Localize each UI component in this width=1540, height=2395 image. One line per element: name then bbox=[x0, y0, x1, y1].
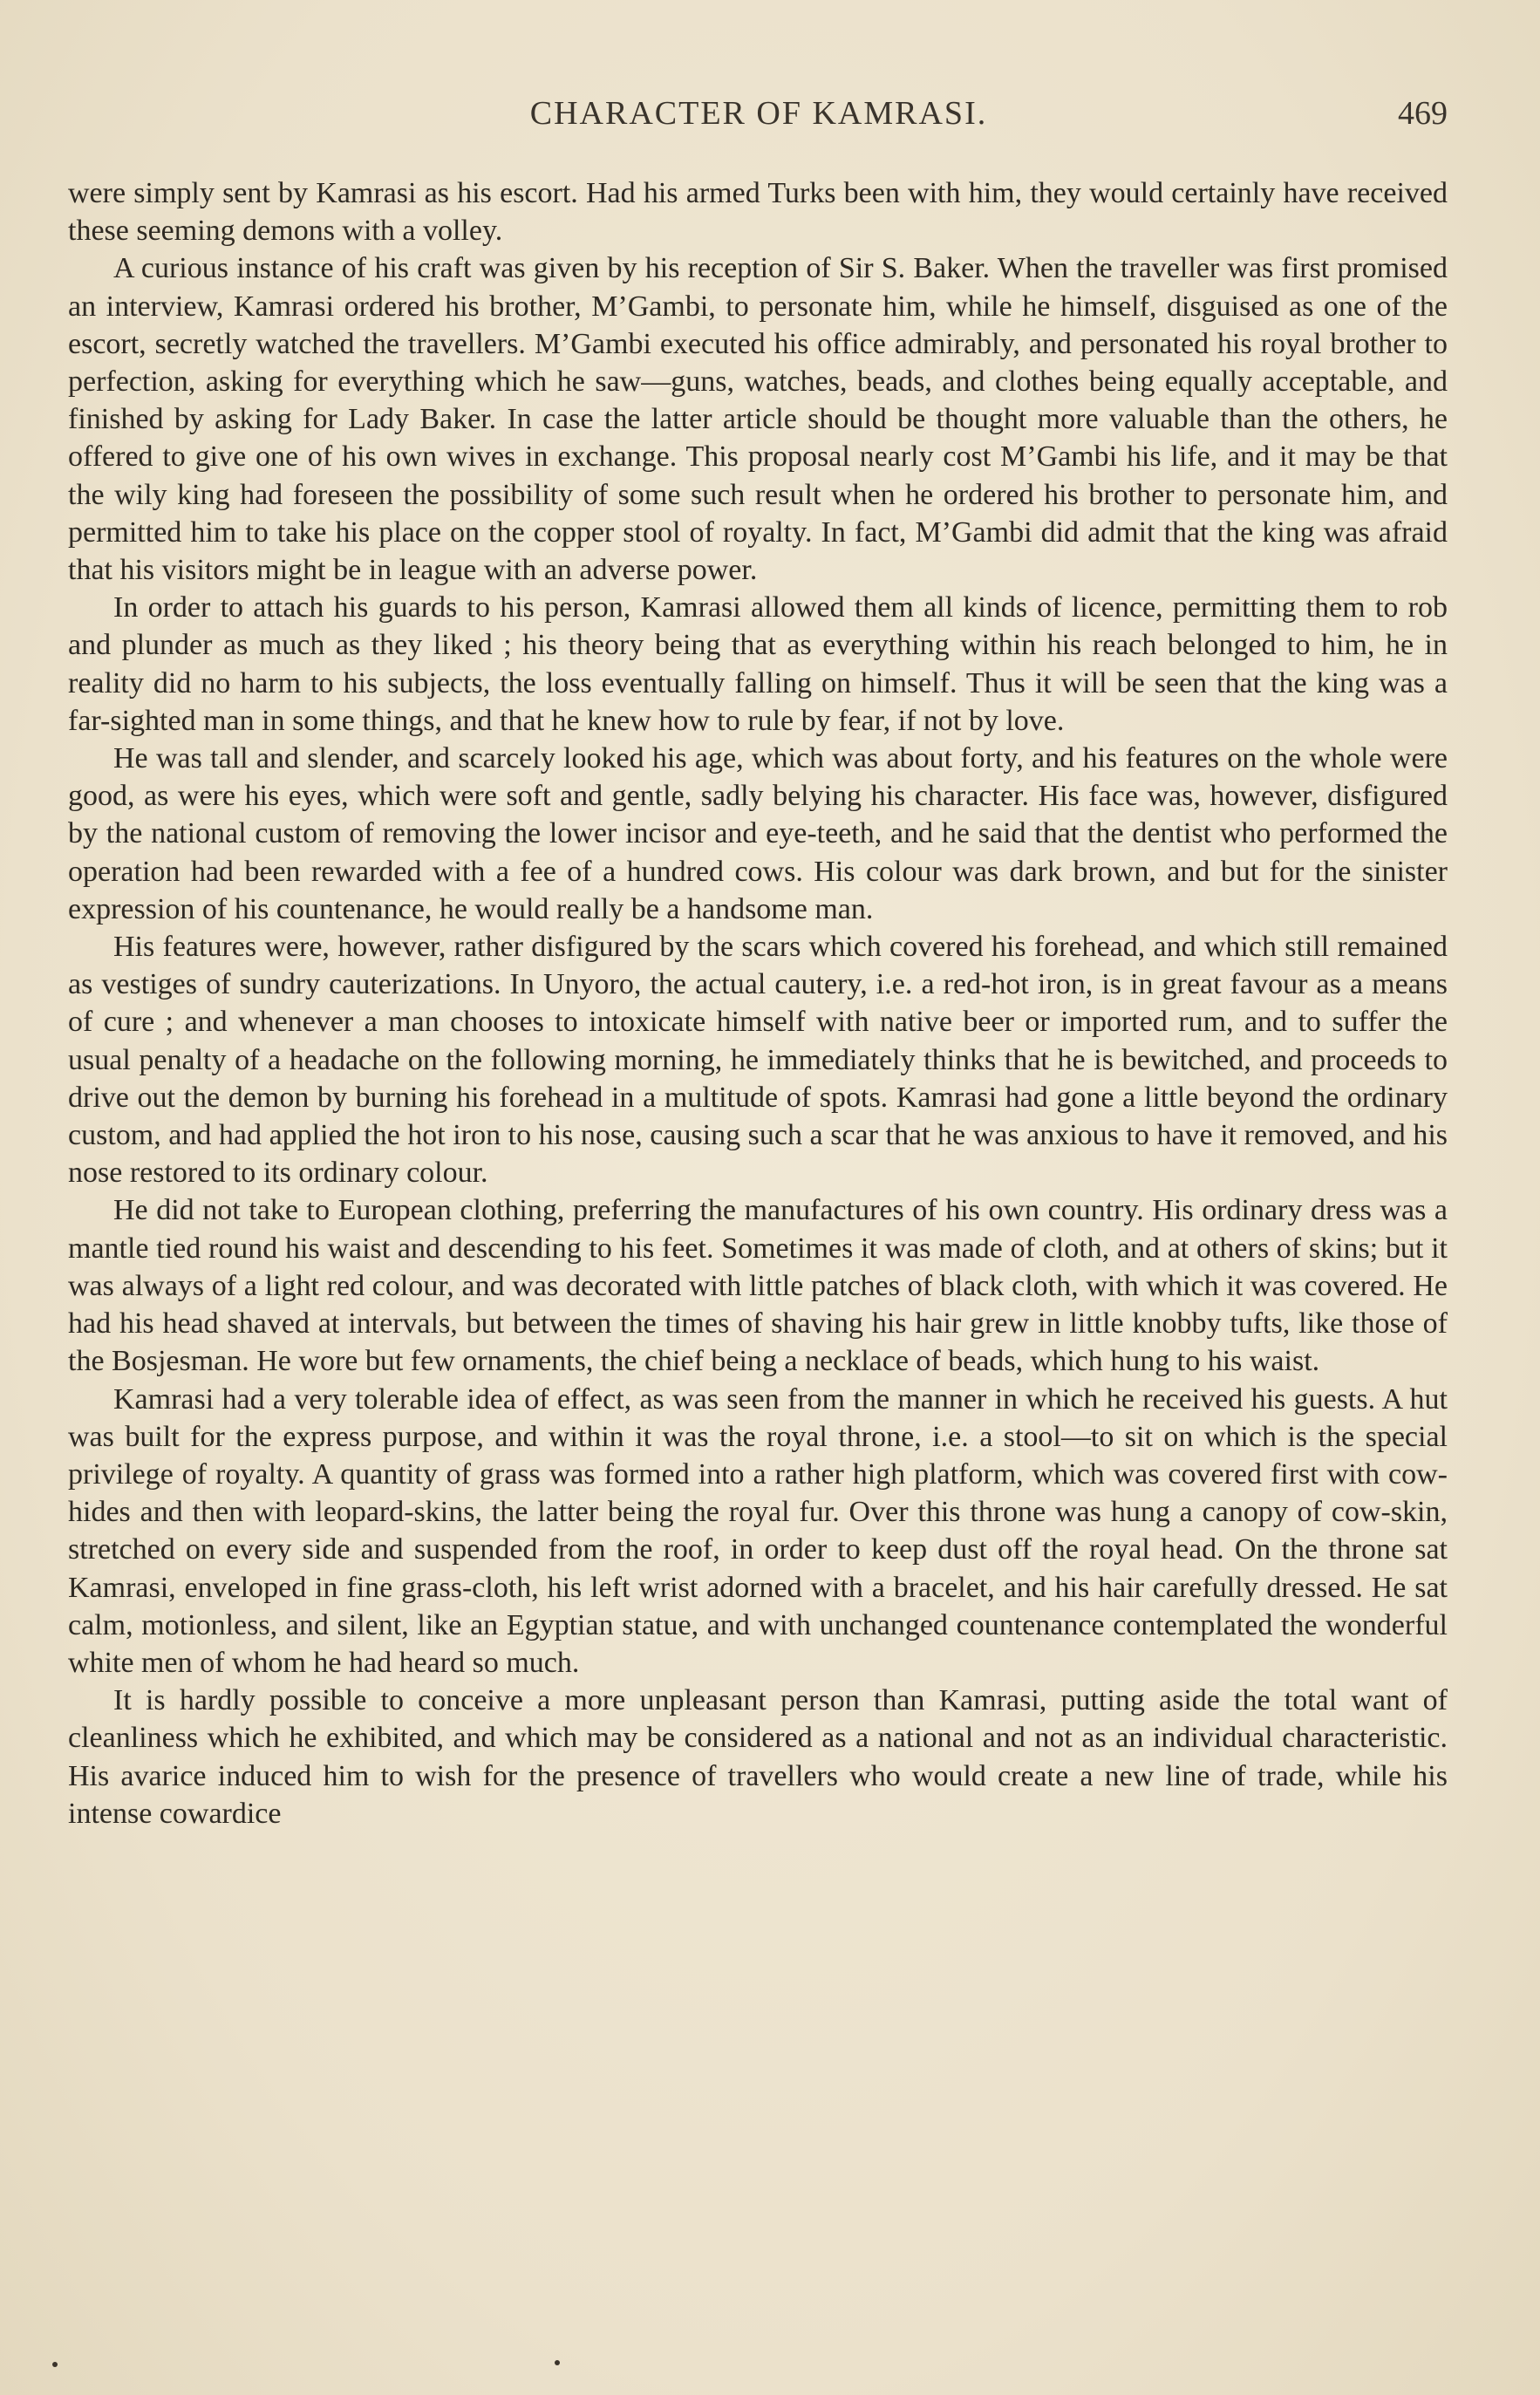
paragraph: He was tall and slender, and scarcely looked his age, which was about forty, and his features on the whole were good, as were his eyes, which were soft and gentle, sadly belying his character. His face was, however, disfigured by the national custom of removing the lower incisor and eye-teeth, and he said that the dentist who performed the operation had been rewarded with a fee of a hundred cows. His colour was dark brown, and but for the sinister expression of his countenance, he would really be a handsome man. bbox=[68, 742, 1448, 925]
page-specks bbox=[0, 2360, 1540, 2378]
running-head: CHARACTER OF KAMRASI. bbox=[529, 95, 988, 132]
paragraph: In order to attach his guards to his person, Kamrasi allowed them all kinds of licence, permitting them to rob and plunder as much as they liked ; his theory being that as everything within his reach belonged to him, he in reality did no harm to his subjects, the loss eventually falling on himself. Thus it will be seen that the king was a far-sighted man in some things, and that he knew how to rule by fear, if not by love. bbox=[68, 591, 1448, 737]
paragraph: Kamrasi had a very tolerable idea of effect, as was seen from the manner in which he received his guests. A hut was built for the express purpose, and within it was the royal throne, i.e. a stool—to sit on which is the special privilege of royalty. A quantity of grass was formed into a rather high platform, which was covered first with cow-hides and then with leopard-skins, the latter being the royal fur. Over this throne was hung a canopy of cow-skin, stretched on every side and suspended from the roof, in order to keep dust off the royal head. On the throne sat Kamrasi, enveloped in fine grass-cloth, his left wrist adorned with a bracelet, and his hair carefully dressed. He sat calm, motionless, and silent, like an Egyptian statue, and with unchanged countenance contemplated the wonderful white men of whom he had heard so much. bbox=[68, 1382, 1448, 1679]
paragraph: He did not take to European clothing, preferring the manufactures of his own country. His ordinary dress was a mantle tied round his waist and descending to his feet. Sometimes it was made of cloth, and at others of skins; but it was always of a light red colour, and was decorated with little patches of black cloth, with which it was covered. He had his head shaved at intervals, but between the times of shaving his hair grew in little knobby tufts, like those of the Bosjesman. He wore but few ornaments, the chief being a necklace of beads, which hung to his waist. bbox=[68, 1194, 1448, 1378]
page-header bbox=[70, 94, 1448, 147]
paragraph: It is hardly possible to conceive a more unpleasant person than Kamrasi, putting aside the total want of cleanliness which he exhibited, and which may be considered as a national and not as an individual characteristic. His avarice induced him to wish for the presence of travellers who would create a new line of trade, while his intense cowardice bbox=[68, 1684, 1448, 1830]
paragraph: A curious instance of his craft was given by his reception of Sir S. Baker. When the traveller was first promised an interview, Kamrasi ordered his brother, M’Gambi, to personate him, while he himself, disguised as one of the escort, secretly watched the travellers. M’Gambi executed his office admirably, and personated his royal brother to perfection, asking for everything which he saw—guns, watches, beads, and clothes being equally acceptable, and finished by asking for Lady Baker. In case the latter article should be thought more valuable than the others, he offered to give one of his own wives in exchange. This proposal nearly cost M’Gambi his life, and it may be that the wily king had foreseen the possibility of some such result when he ordered his brother to personate him, and permitted him to take his place on the copper stool of royalty. In fact, M’Gambi did admit that the king was afraid that his visitors might be in league with an adverse power. bbox=[68, 252, 1448, 587]
ink-speck bbox=[555, 2360, 560, 2365]
paragraph-continuation: were simply sent by Kamrasi as his escort. Had his armed Turks been with him, they would certainly have received these seeming demons with a volley. bbox=[68, 177, 1448, 248]
paragraph: His features were, however, rather disfigured by the scars which covered his forehead, and which still remained as vestiges of sundry cauterizations. In Unyoro, the actual cautery, i.e. a red-hot iron, is in great favour as a means of cure ; and whenever a man chooses to intoxicate himself with native beer or imported rum, and to suffer the usual penalty of a headache on the following morning, he immediately thinks that he is bewitched, and proceeds to drive out the demon by burning his forehead in a multitude of spots. Kamrasi had gone a little beyond the ordinary custom, and had applied the hot iron to his nose, causing such a scar that he was anxious to have it removed, and his nose restored to its ordinary colour. bbox=[68, 931, 1448, 1190]
page-number: 469 bbox=[1398, 95, 1448, 132]
body-text bbox=[68, 174, 1448, 1832]
ink-speck bbox=[52, 2362, 58, 2367]
